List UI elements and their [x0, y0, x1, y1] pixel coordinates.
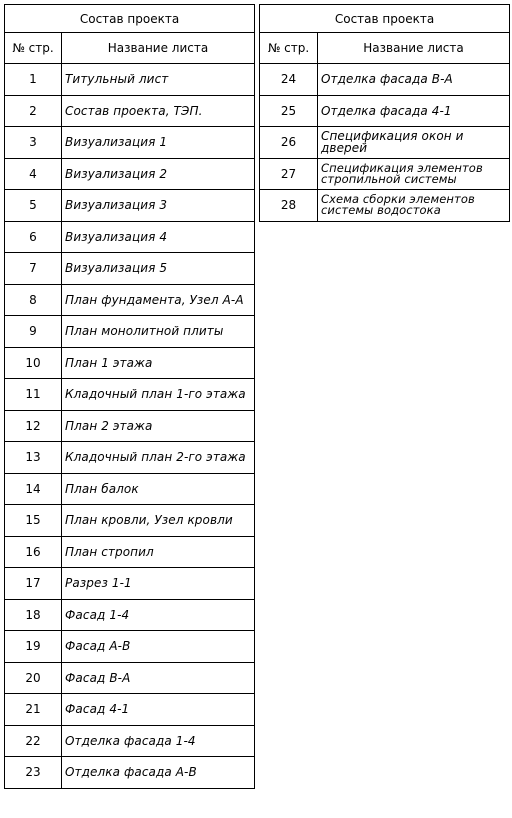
table-row	[5, 221, 255, 253]
row-sheet-name: Фасад 1-4	[62, 599, 255, 631]
left-table-title-row	[5, 5, 255, 33]
table-row	[5, 536, 255, 568]
row-num: 28	[260, 190, 318, 222]
row-sheet-name: Фасад В-А	[62, 662, 255, 694]
table-row	[5, 410, 255, 442]
left-table-title: Состав проекта	[5, 5, 255, 33]
row-sheet-name-line-2: стропильной системы	[321, 171, 457, 186]
row-num: 1	[5, 64, 62, 96]
row-num: 10	[5, 347, 62, 379]
row-sheet-name: Спецификация окон и дверей	[318, 127, 510, 159]
right-col-header-num: № стр.	[260, 33, 318, 64]
row-num: 24	[260, 64, 318, 96]
row-sheet-name: Визуализация 5	[62, 253, 255, 285]
table-row	[5, 568, 255, 600]
row-num: 14	[5, 473, 62, 505]
row-num: 18	[5, 599, 62, 631]
row-num: 8	[5, 284, 62, 316]
table-row	[5, 190, 255, 222]
table-row	[5, 442, 255, 474]
table-row	[5, 253, 255, 285]
right-table-body	[260, 5, 510, 222]
project-contents-table-left	[4, 4, 255, 789]
row-sheet-name: План монолитной плиты	[62, 316, 255, 348]
row-sheet-name: Визуализация 2	[62, 158, 255, 190]
row-sheet-name: Кладочный план 2-го этажа	[62, 442, 255, 474]
table-row	[260, 190, 510, 222]
row-sheet-name: План 1 этажа	[62, 347, 255, 379]
table-row	[5, 158, 255, 190]
row-sheet-name: Отделка фасада 1-4	[62, 725, 255, 757]
right-table-title: Состав проекта	[260, 5, 510, 33]
row-num: 21	[5, 694, 62, 726]
row-sheet-name: План фундамента, Узел А-А	[62, 284, 255, 316]
row-sheet-name: Фасад 4-1	[62, 694, 255, 726]
left-col-header-num: № стр.	[5, 33, 62, 64]
left-table-body	[5, 5, 255, 789]
row-sheet-name: Визуализация 3	[62, 190, 255, 222]
row-sheet-name: Разрез 1-1	[62, 568, 255, 600]
row-num: 4	[5, 158, 62, 190]
row-num: 12	[5, 410, 62, 442]
row-num: 17	[5, 568, 62, 600]
row-num: 3	[5, 127, 62, 159]
row-num: 11	[5, 379, 62, 411]
table-row	[5, 694, 255, 726]
row-sheet-name	[318, 158, 510, 190]
table-row	[5, 64, 255, 96]
row-num: 19	[5, 631, 62, 663]
row-sheet-name: Титульный лист	[62, 64, 255, 96]
table-row	[5, 725, 255, 757]
row-sheet-name: Отделка фасада 4-1	[318, 95, 510, 127]
row-sheet-name: Фасад А-В	[62, 631, 255, 663]
row-num: 9	[5, 316, 62, 348]
row-sheet-name: План балок	[62, 473, 255, 505]
right-table-header-row	[260, 33, 510, 64]
right-col-header-name: Название листа	[318, 33, 510, 64]
project-contents-table-right	[259, 4, 510, 222]
table-row	[260, 158, 510, 190]
row-num: 5	[5, 190, 62, 222]
table-row	[260, 95, 510, 127]
row-sheet-name	[318, 190, 510, 222]
right-table-title-row	[260, 5, 510, 33]
table-row	[5, 757, 255, 789]
table-row	[5, 662, 255, 694]
row-sheet-name: План стропил	[62, 536, 255, 568]
table-row	[5, 347, 255, 379]
row-sheet-name: План кровли, Узел кровли	[62, 505, 255, 537]
left-table-header-row	[5, 33, 255, 64]
table-row	[5, 95, 255, 127]
table-row	[260, 64, 510, 96]
row-num: 6	[5, 221, 62, 253]
row-sheet-name: Визуализация 4	[62, 221, 255, 253]
row-num: 26	[260, 127, 318, 159]
table-row	[260, 127, 510, 159]
table-row	[5, 505, 255, 537]
table-row	[5, 631, 255, 663]
row-num: 16	[5, 536, 62, 568]
row-sheet-name: Кладочный план 1-го этажа	[62, 379, 255, 411]
row-sheet-name: Отделка фасада А-В	[62, 757, 255, 789]
row-sheet-name-line-1: Схема сборки элементов	[321, 192, 475, 207]
table-row	[5, 379, 255, 411]
row-num: 7	[5, 253, 62, 285]
row-sheet-name: Отделка фасада В-А	[318, 64, 510, 96]
row-num: 15	[5, 505, 62, 537]
table-row	[5, 473, 255, 505]
row-sheet-name-line-2: системы водостока	[321, 203, 441, 218]
row-num: 23	[5, 757, 62, 789]
table-row	[5, 599, 255, 631]
row-num: 2	[5, 95, 62, 127]
row-sheet-name: Состав проекта, ТЭП.	[62, 95, 255, 127]
table-row	[5, 316, 255, 348]
table-row	[5, 284, 255, 316]
row-num: 27	[260, 158, 318, 190]
row-sheet-name: План 2 этажа	[62, 410, 255, 442]
row-num: 25	[260, 95, 318, 127]
row-sheet-name-line-1: Спецификация элементов	[321, 160, 483, 175]
row-num: 13	[5, 442, 62, 474]
row-num: 22	[5, 725, 62, 757]
left-col-header-name: Название листа	[62, 33, 255, 64]
table-row	[5, 127, 255, 159]
row-sheet-name: Визуализация 1	[62, 127, 255, 159]
row-num: 20	[5, 662, 62, 694]
